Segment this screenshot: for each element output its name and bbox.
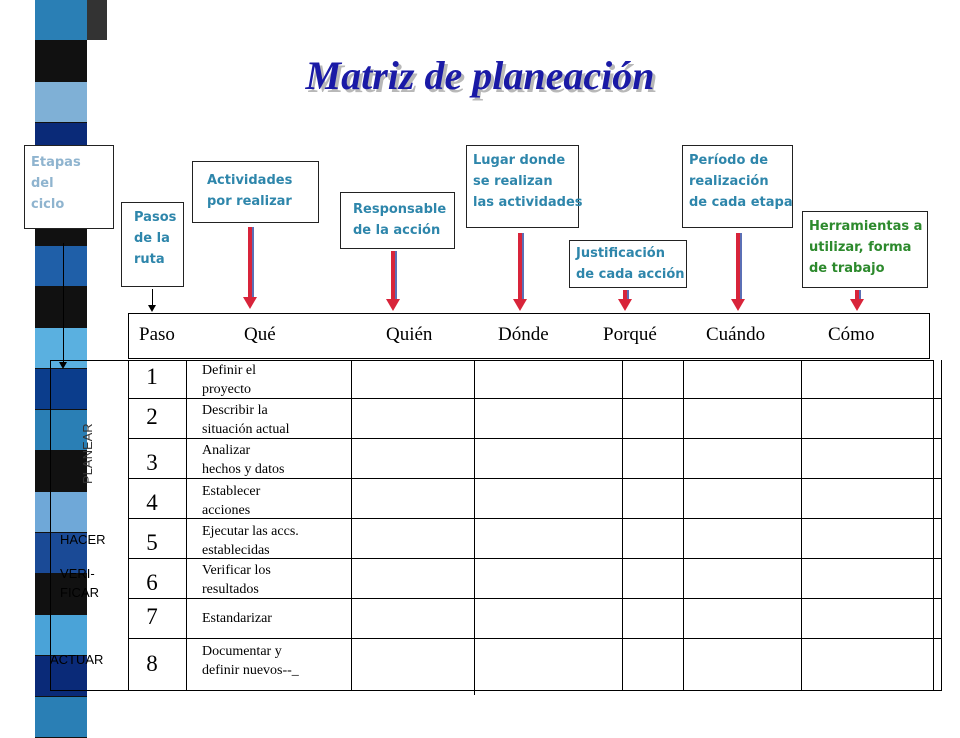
row-number: 3	[146, 450, 158, 475]
phase-verificar: VERI- FICAR	[60, 566, 99, 600]
phase-actuar: ACTUAR	[50, 652, 104, 667]
callout-justificacion: Justificación de cada acción	[569, 240, 687, 288]
actividades-arrow	[248, 227, 252, 299]
lugar-arrow	[518, 233, 522, 301]
grid-line	[50, 360, 51, 690]
row-number: 2	[146, 404, 158, 429]
grid-line	[622, 360, 623, 690]
grid-line	[186, 360, 187, 690]
phase-hacer: HACER	[60, 532, 106, 547]
activity-text: Analizar hechos y datos	[202, 443, 285, 477]
activity-text: Ejecutar las accs. establecidas	[202, 524, 299, 558]
grid-line	[683, 360, 684, 690]
header-quien: Quién	[386, 324, 433, 345]
etapas-arrow	[63, 243, 64, 363]
callout-herramientas: Herramientas a utilizar, forma de trabajo	[802, 211, 928, 288]
grid-line	[128, 360, 129, 690]
page-title: Matriz de planeación	[305, 53, 655, 98]
grid-line	[50, 690, 942, 691]
responsable-arrow	[391, 251, 395, 301]
row-number: 6	[146, 570, 158, 595]
header-como: Cómo	[828, 324, 875, 345]
activity-text: Verificar los resultados	[202, 563, 271, 597]
activity-text: Documentar y definir nuevos--_	[202, 644, 299, 678]
periodo-arrow	[736, 233, 740, 301]
grid-line	[801, 360, 802, 690]
header-que: Qué	[244, 324, 276, 345]
grid-line	[50, 360, 934, 361]
header-cuando: Cuándo	[706, 324, 766, 345]
activity-text: Establecer acciones	[202, 484, 261, 518]
activity-text: Estandarizar	[202, 611, 272, 626]
activity-text: Definir el proyecto	[202, 363, 257, 397]
phase-planear: PLANEAR	[80, 423, 95, 484]
grid-line	[941, 360, 942, 690]
header-donde: Dónde	[498, 324, 549, 345]
row-number: 7	[146, 604, 158, 629]
row-number: 5	[146, 530, 158, 555]
header-porque: Porqué	[603, 324, 657, 345]
header-paso: Paso	[139, 324, 175, 345]
grid-line	[474, 360, 475, 695]
row-number: 8	[146, 651, 158, 676]
justificacion-arrow	[623, 290, 627, 301]
row-number: 1	[146, 364, 158, 389]
callout-responsable: Responsable de la acción	[340, 192, 455, 249]
grid-line	[933, 360, 934, 690]
herramientas-arrow	[855, 290, 859, 301]
matrix-grid	[50, 360, 942, 695]
callout-etapas: Etapas del ciclo	[24, 145, 114, 229]
grid-line	[128, 638, 941, 639]
callout-lugar: Lugar donde se realizan las actividades	[466, 145, 579, 228]
row-number: 4	[146, 490, 158, 515]
callout-actividades: Actividades por realizar	[192, 161, 319, 223]
callout-pasos: Pasos de la ruta	[121, 202, 184, 287]
activity-text: Describir la situación actual	[202, 403, 290, 437]
pasos-arrow	[152, 289, 153, 306]
matrix-header-row	[128, 313, 930, 359]
callout-periodo: Período de realización de cada etapa	[682, 145, 793, 228]
